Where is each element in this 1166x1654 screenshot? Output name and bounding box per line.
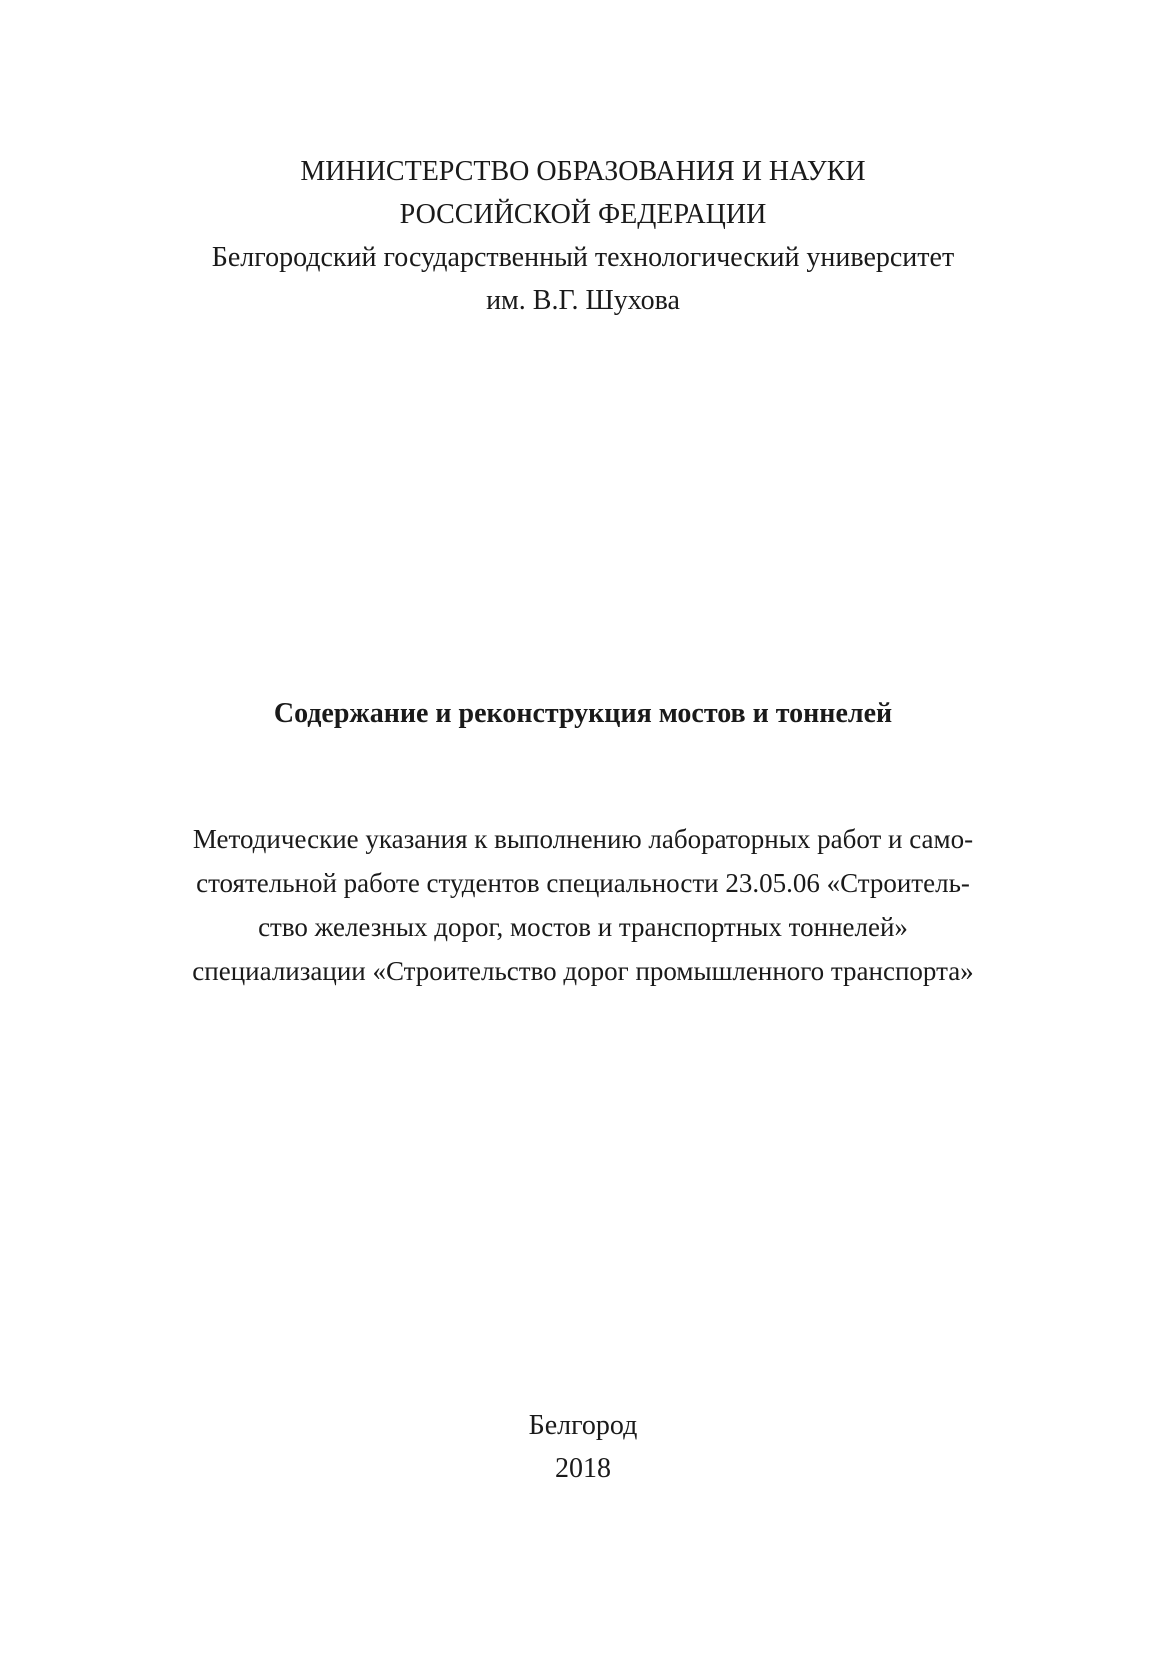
- university-line-2: им. В.Г. Шухова: [486, 285, 680, 316]
- city-label: Белгород: [528, 1410, 638, 1441]
- description-line-3: ство железных дорог, мостов и транспортных тоннелей»: [258, 912, 908, 942]
- ministry-line-1: МИНИСТЕРСТВО ОБРАЗОВАНИЯ И НАУКИ: [300, 156, 866, 187]
- document-title: Содержание и реконструкция мостов и тоннелей: [273, 698, 893, 729]
- footer-block: [0, 1404, 1166, 1490]
- header-block: [0, 150, 1166, 322]
- description-line-2: стоятельной работе студентов специальности 23.05.06 «Строитель-: [196, 868, 970, 898]
- description-line-4: специализации «Строительство дорог промышленного транспорта»: [192, 956, 974, 986]
- university-line-1: Белгородский государственный технологический университет: [211, 242, 955, 273]
- description-block: [170, 817, 996, 993]
- ministry-line-2: РОССИЙСКОЙ ФЕДЕРАЦИИ: [399, 199, 767, 230]
- year-label: 2018: [555, 1453, 611, 1484]
- description-line-1: Методические указания к выполнению лабораторных работ и само-: [192, 824, 974, 854]
